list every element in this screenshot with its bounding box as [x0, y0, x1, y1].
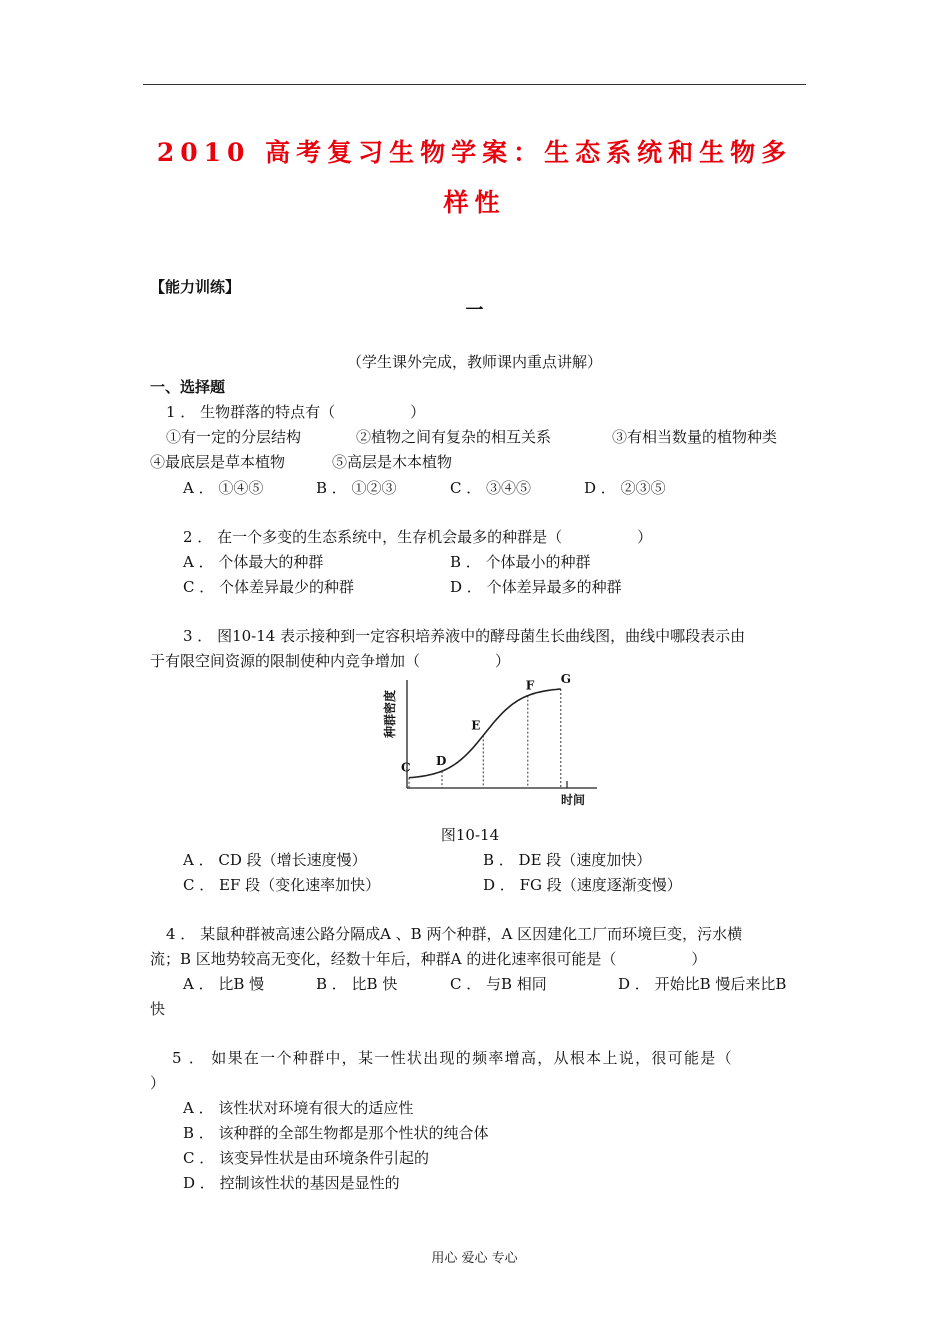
q1-statement: ①有一定的分层结构	[166, 428, 302, 446]
q3-stem-line1: 3 ． 图10-14 表示接种到一定容积培养液中的酵母菌生长曲线图，曲线中哪段表示由	[183, 627, 746, 645]
q4-stem-line2: 流；B 区地势较高无变化，经数十年后，种群A 的进化速率很可能是（ ）	[150, 950, 707, 968]
q4-option-a: A ． 比B 慢	[183, 975, 265, 993]
chart-point-label-c: C	[401, 760, 411, 775]
q4-option-d: D ． 开始比B 慢后来比B	[618, 975, 787, 993]
chart-point-label-d: D	[436, 754, 447, 769]
q2-option-c: C ． 个体差异最少的种群	[183, 578, 355, 596]
part-title: 一、选择题	[150, 378, 226, 396]
figure-caption: 图10-14	[440, 826, 500, 844]
q3-stem-line2: 于有限空间资源的限制使种内竞争增加（ ）	[150, 652, 511, 670]
q4-option-d-cont: 快	[150, 1000, 166, 1018]
section-heading: 【能力训练】	[150, 278, 241, 296]
q5-option-b: B ． 该种群的全部生物都是那个性状的纯合体	[183, 1124, 489, 1142]
page-title-line2: 样性	[443, 188, 506, 217]
chart-axes	[407, 680, 597, 788]
header-rule	[143, 84, 806, 85]
q3-option-b: B ． DE 段（速度加快）	[483, 851, 652, 869]
q1-statement: ②植物之间有复杂的相互关系	[356, 428, 552, 446]
q5-option-a: A ． 该性状对环境有很大的适应性	[183, 1099, 414, 1117]
q4-stem-line1: 4 ． 某鼠种群被高速公路分隔成A 、B 两个种群，A 区因建化工厂而环境巨变，污水横	[166, 925, 743, 943]
q4-option-c: C ． 与B 相同	[450, 975, 547, 993]
page-footer: 用心 爱心 专心	[431, 1251, 518, 1266]
chart-dashed-lines	[409, 689, 561, 788]
q2-option-d: D ． 个体差异最多的种群	[450, 578, 622, 596]
q2-stem: 2 ． 在一个多变的生态系统中，生存机会最多的种群是（ ）	[183, 528, 653, 546]
q1-option-c: C ． ③④⑤	[450, 479, 532, 497]
chart-point-label-f: F	[525, 678, 535, 693]
q1-stem: 1 ． 生物群落的特点有（ ）	[166, 403, 426, 421]
page-title-line1: 2010 高考复习生物学案：生态系统和生物多	[156, 138, 793, 167]
q5-option-d: D ． 控制该性状的基因是显性的	[183, 1174, 400, 1192]
chart-y-axis-label: 种群密度	[383, 689, 397, 739]
note: （学生课外完成，教师课内重点讲解）	[346, 353, 602, 371]
q1-statement: ④最底层是草本植物	[150, 453, 286, 471]
chart-x-axis-label: 时间	[560, 793, 586, 807]
q2-option-a: A ． 个体最大的种群	[183, 553, 324, 571]
part-number: 一	[465, 300, 484, 321]
q5-option-c: C ． 该变异性状是由环境条件引起的	[183, 1149, 430, 1167]
q3-option-d: D ． FG 段（速度逐渐变慢）	[483, 876, 682, 894]
q5-stem-line1: 5 ． 如果在一个种群中，某一性状出现的频率增高，从根本上说，很可能是（	[172, 1049, 733, 1067]
chart-point-label-e: E	[471, 718, 481, 733]
chart-growth-curve	[409, 689, 561, 778]
q4-option-b: B ． 比B 快	[316, 975, 398, 993]
q3-option-c: C ． EF 段（变化速率加快）	[183, 876, 381, 894]
q1-option-d: D ． ②③⑤	[584, 479, 666, 497]
chart-point-label-g: G	[560, 672, 572, 687]
growth-curve-chart	[372, 672, 602, 814]
chart-point-labels	[401, 672, 571, 775]
q1-option-b: B ． ①②③	[316, 479, 397, 497]
q3-option-a: A ． CD 段（增长速度慢）	[183, 851, 367, 869]
q1-statement: ③有相当数量的植物种类	[612, 428, 778, 446]
q2-option-b: B ． 个体最小的种群	[450, 553, 591, 571]
q5-stem-line2: ）	[150, 1074, 166, 1092]
q1-option-a: A ． ①④⑤	[183, 479, 264, 497]
q1-statement: ⑤高层是木本植物	[332, 453, 453, 471]
